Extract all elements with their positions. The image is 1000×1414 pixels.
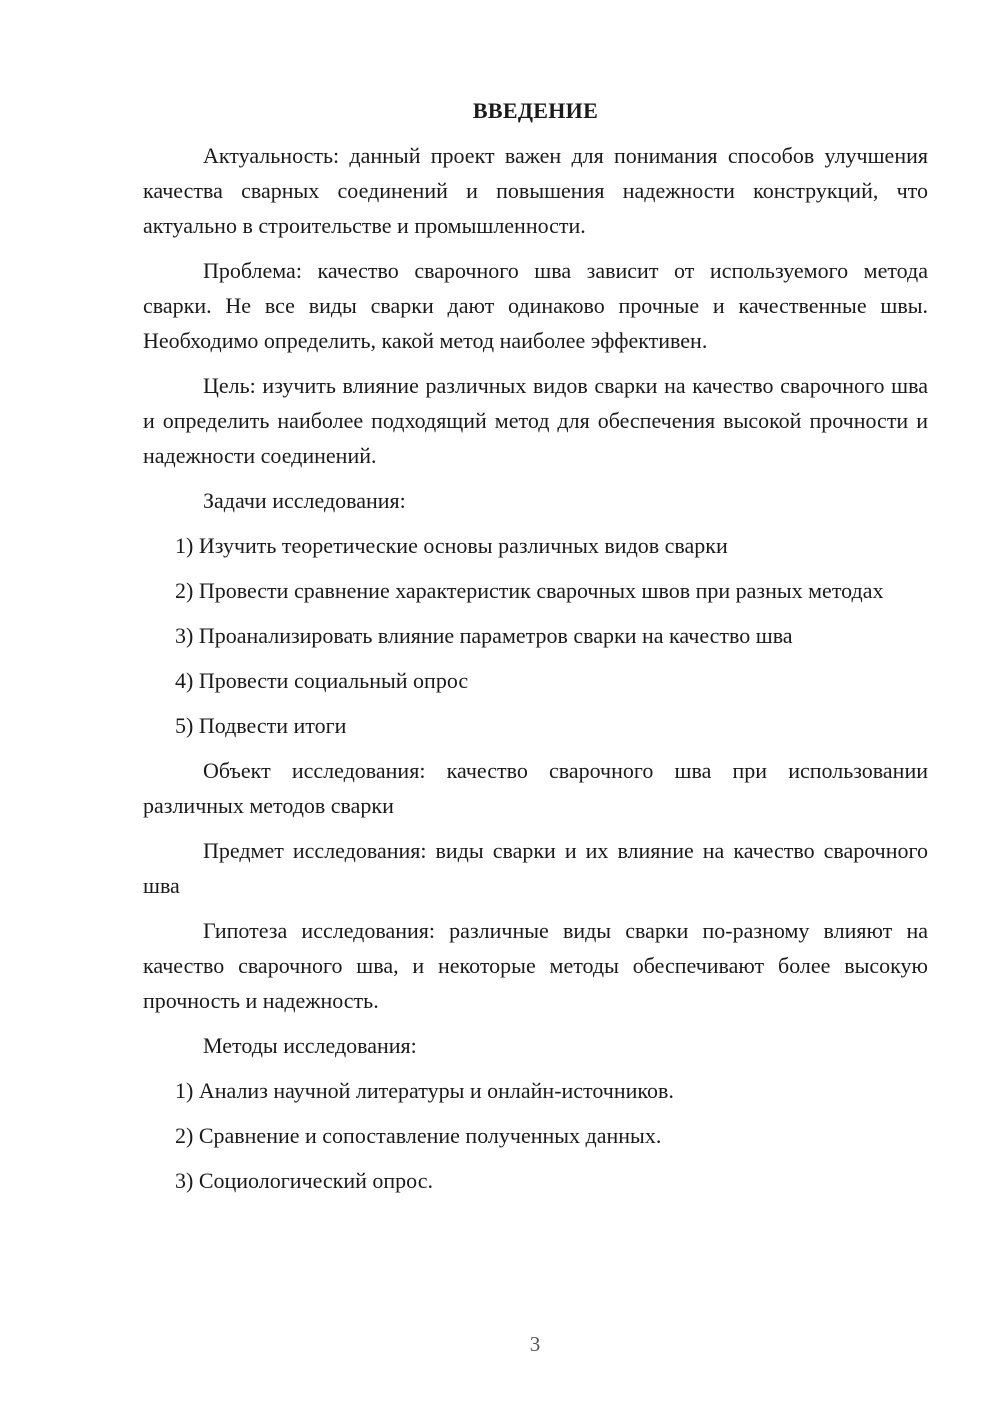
task-item-2: 2) Провести сравнение характеристик сварочных швов при разных методах [175, 578, 884, 603]
task-item-5: 5) Подвести итоги [175, 713, 347, 738]
methods-heading: Методы исследования: [203, 1033, 417, 1058]
method-item-3: 3) Социологический опрос. [175, 1168, 433, 1193]
object-paragraph: Объект исследования: качество сварочного шва при использовании различных методов сварки [143, 758, 928, 818]
relevance-paragraph: Актуальность: данный проект важен для понимания способов улучшения качества сварных соединений и повышения надежности конструкций, что актуально в строительстве и промышленности. [143, 143, 928, 238]
page-title: ВВЕДЕНИЕ [472, 98, 599, 123]
hypothesis-paragraph: Гипотеза исследования: различные виды сварки по-разному влияют на качество сварочного шва, и некоторые методы обеспечивают более высокую прочность и надежность. [143, 918, 928, 1013]
method-item-1: 1) Анализ научной литературы и онлайн-источников. [175, 1078, 674, 1103]
document-page [143, 93, 928, 1208]
page-number: 3 [529, 1332, 541, 1356]
task-item-1: 1) Изучить теоретические основы различных видов сварки [175, 533, 728, 558]
problem-paragraph: Проблема: качество сварочного шва зависит от используемого метода сварки. Не все виды сварки дают одинаково прочные и качественные швы. Необходимо определить, какой метод наиболее эффективен. [143, 258, 928, 353]
task-item-3: 3) Проанализировать влияние параметров сварки на качество шва [175, 623, 793, 648]
subject-paragraph: Предмет исследования: виды сварки и их влияние на качество сварочного шва [143, 838, 928, 898]
task-item-4: 4) Провести социальный опрос [175, 668, 469, 693]
tasks-heading: Задачи исследования: [203, 488, 406, 513]
method-item-2: 2) Сравнение и сопоставление полученных данных. [175, 1123, 662, 1148]
goal-paragraph: Цель: изучить влияние различных видов сварки на качество сварочного шва и определить наиболее подходящий метод для обеспечения высокой прочности и надежности соединений. [143, 373, 928, 468]
